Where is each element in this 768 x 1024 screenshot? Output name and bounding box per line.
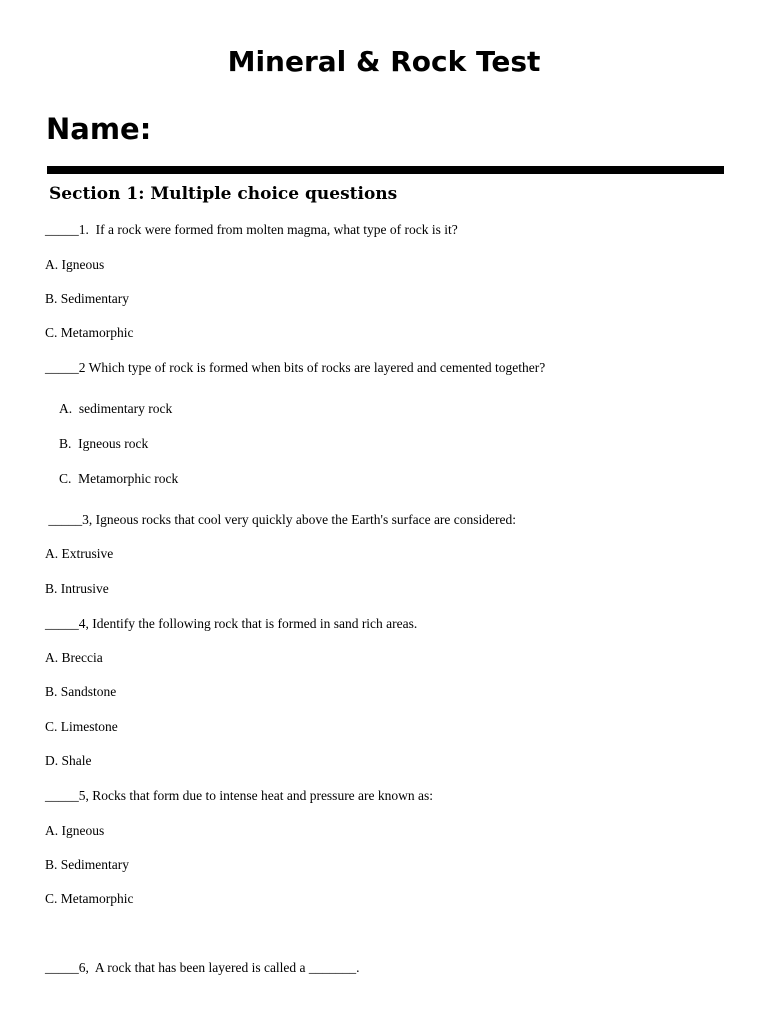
question-5-prompt: _____5, Rocks that form due to intense heat and pressure are known as:	[45, 788, 434, 803]
question-1-option-c: C. Metamorphic	[45, 325, 134, 340]
question-4-option-d: D. Shale	[45, 753, 92, 768]
question-4-prompt: _____4, Identify the following rock that is formed in sand rich areas.	[45, 616, 418, 631]
question-2-prompt: _____2 Which type of rock is formed when bits of rocks are layered and cemented together?	[45, 360, 546, 375]
question-2-option-c: C. Metamorphic rock	[59, 471, 179, 486]
section-title: Section 1: Multiple choice questions	[49, 184, 398, 204]
question-4-option-a: A. Breccia	[45, 650, 103, 665]
question-2-option-a: A. sedimentary rock	[59, 401, 173, 416]
document-title: Mineral & Rock Test	[227, 45, 541, 78]
question-2-option-b: B. Igneous rock	[59, 436, 149, 451]
question-4-option-b: B. Sandstone	[45, 684, 117, 699]
question-3-prompt: _____3, Igneous rocks that cool very quickly above the Earth's surface are considered:	[45, 512, 517, 527]
question-1-option-a: A. Igneous	[45, 257, 105, 272]
question-3-option-a: A. Extrusive	[45, 546, 114, 561]
question-6-prompt: _____6, A rock that has been layered is called a _______.	[45, 960, 360, 975]
question-5-option-c: C. Metamorphic	[45, 891, 134, 906]
name-label: Name:	[46, 112, 152, 146]
question-5-option-b: B. Sedimentary	[45, 857, 129, 872]
question-1-prompt: _____1. If a rock were formed from molten magma, what type of rock is it?	[45, 222, 458, 237]
question-1-option-b: B. Sedimentary	[45, 291, 129, 306]
question-5-option-a: A. Igneous	[45, 823, 105, 838]
question-3-option-b: B. Intrusive	[45, 581, 109, 596]
divider-rule	[47, 166, 724, 174]
question-4-option-c: C. Limestone	[45, 719, 118, 734]
